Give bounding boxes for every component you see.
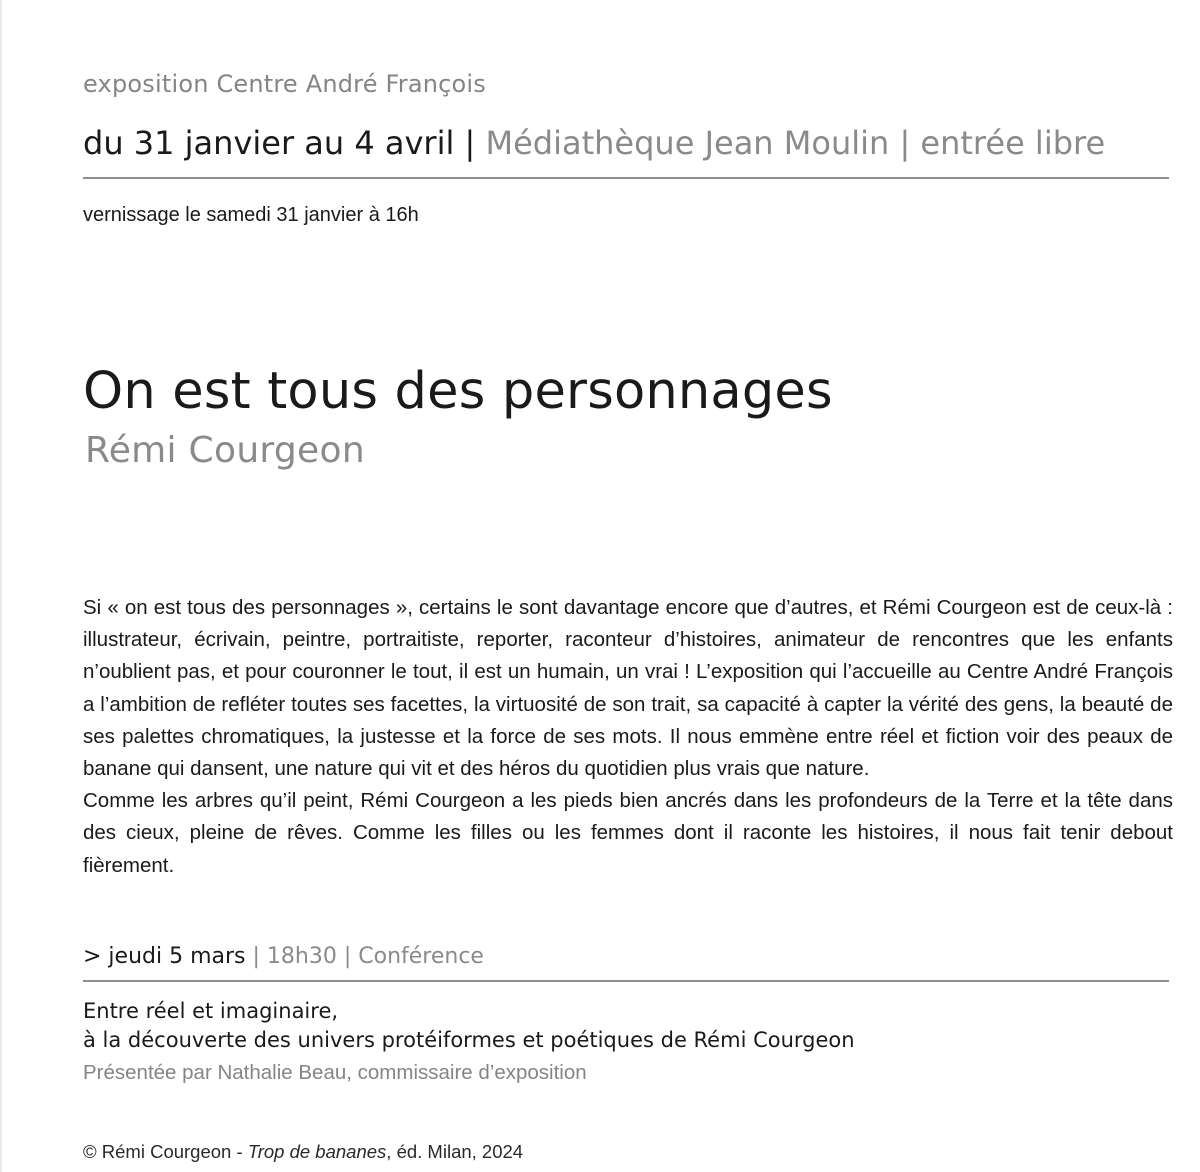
exhibition-title: On est tous des personnages [83,362,833,421]
dates-venue-line [83,124,1105,162]
credit-prefix: © Rémi Courgeon - [83,1141,248,1162]
opening-info: vernissage le samedi 31 janvier à 16h [83,204,419,226]
exhibition-description [83,592,1173,882]
credit-work-title: Trop de bananes [247,1141,387,1162]
event-presenter: Présentée par Nathalie Beau, commissaire d’exposition [83,1061,587,1084]
event-title [83,997,855,1055]
exhibition-kicker: exposition Centre André François [83,70,487,98]
header-divider [83,177,1169,179]
description-paragraph-1: Si « on est tous des personnages », certains le sont davantage encore que d’autres, et Rémi Courgeon est de ceux-là : illustrateur, écrivain, peintre, portraitiste, reporter, raconteur d’histoires, animateur de rencontres que les enfants n’oublient pas, et pour couronner le tout, il est un humain, un vrai ! L’exposition qui l’accueille au Centre André François a l’ambition de refléter toutes ses facettes, la virtuosité de son trait, sa capacité à capter la vérité des gens, la beauté de ses palettes chromatiques, la justesse et la force de ses mots. Il nous emmène entre réel et fiction voir des peaux de banane qui dansent, une nature qui vit et des héros du quotidien plus vrais que nature. [83,596,1173,781]
page-edge [0,0,2,1172]
description-paragraph-2: Comme les arbres qu’il peint, Rémi Courgeon a les pieds bien ancrés dans les profondeurs de la Terre et la tête dans des cieux, pleine de rêves. Comme les filles ou les femmes dont il raconte les histoires, il nous fait tenir debout fièrement. [83,789,1173,877]
admission-info: entrée libre [920,124,1106,162]
venue-name: Médiathèque Jean Moulin [485,124,890,162]
separator: | [336,944,359,969]
image-credit [83,1141,523,1163]
event-date: > jeudi 5 mars [83,944,246,969]
event-title-line-2: à la découverte des univers protéiformes et poétiques de Rémi Courgeon [83,1028,855,1052]
separator: | [889,124,921,162]
separator: | [454,124,486,162]
event-divider [83,980,1169,982]
artist-name: Rémi Courgeon [85,430,365,471]
event-time: 18h30 [266,944,337,969]
separator: | [245,944,267,969]
event-type: Conférence [358,944,484,969]
event-line [83,944,484,969]
exhibition-dates: du 31 janvier au 4 avril [83,124,455,162]
event-title-line-1: Entre réel et imaginaire, [83,999,339,1023]
credit-suffix: , éd. Milan, 2024 [386,1141,524,1162]
